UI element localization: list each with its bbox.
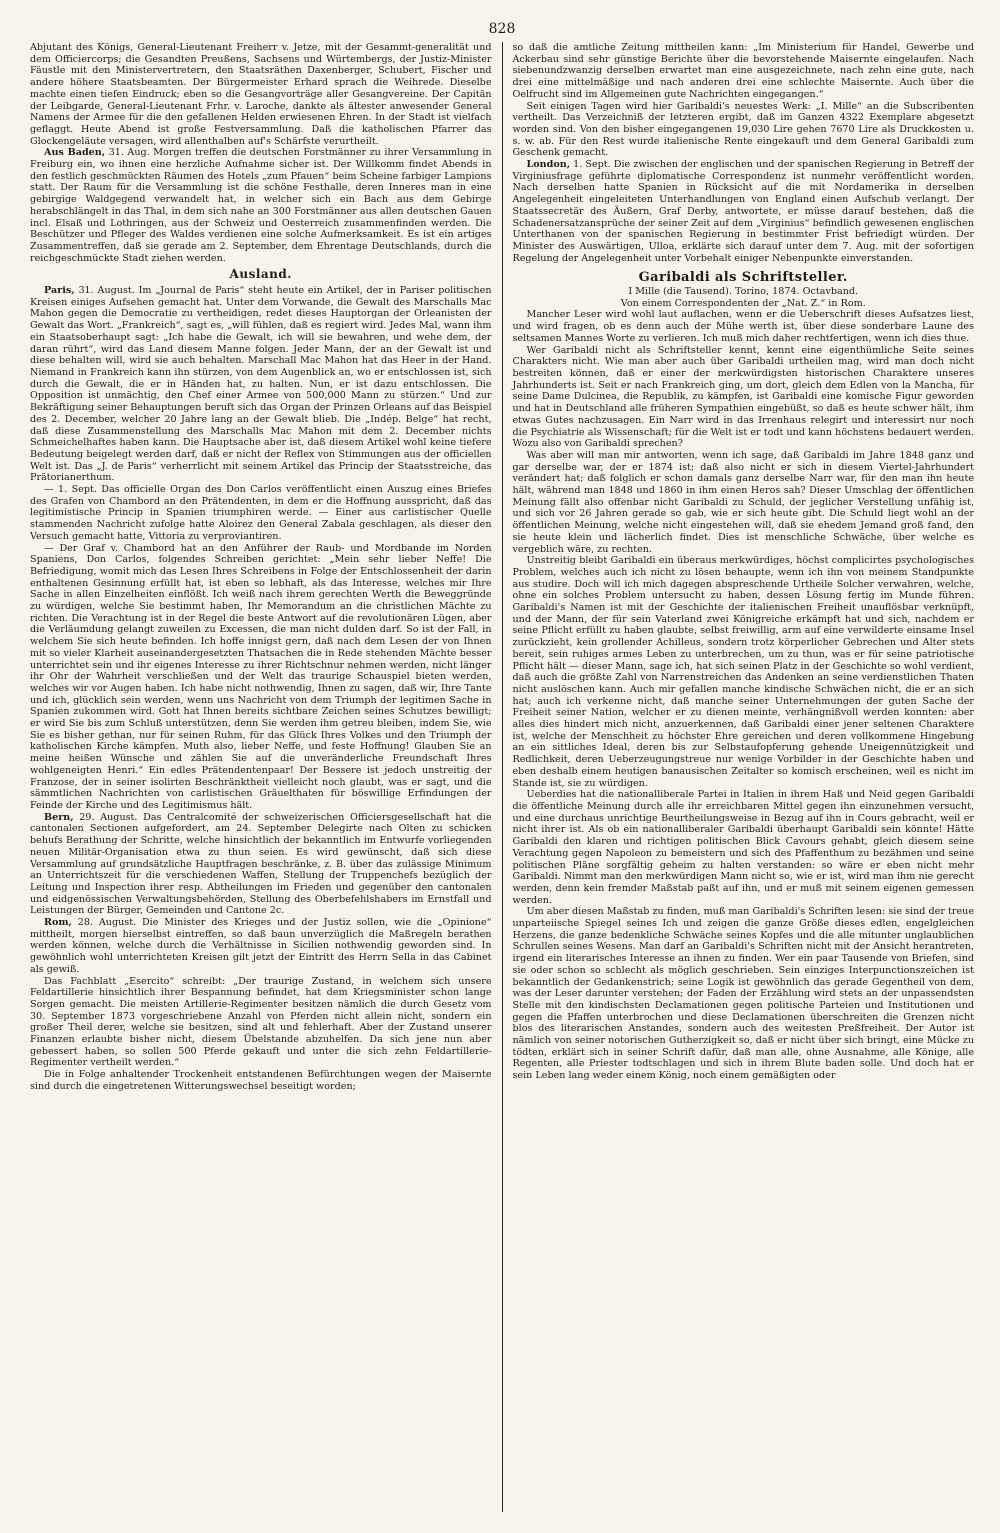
article-chambord-letter: — Der Graf v. Chambord hat an den Anführer der Raub- und Mordbande im Norden Spaniens, Don Carlos, folgendes Schreiben gerichtet: „Mein sehr lieber Neffe! Die Befriedigung, womit mich das Lesen Ihres Schreibens in Folge der Entschlossenheit der darin enthaltenen Gesinnung erfüllt hat, ist eben so lebhaft, als das Interesse, welches mir Ihre Sache in allen Einzelheiten einflößt. Ich weiß nach ihrem gerechten Werth die Beweggründe zu würdigen, welche Sie bestimmt haben, Ihr Memorandum an die christlichen Mächte zu richten. Die Verachtung ist in der Regel die beste Antwort auf die revolutionären Lügen, aber die Verläumdung gelangt zuweilen zu Excessen, die man nicht dulden darf. So ist der Fall, in welchem Sie sich heute befinden. Ich hoffe innigst gern, daß nach dem Lesen der von Ihnen mit so vieler Klarheit auseinandergesetzten Thatsachen die in Rede stehenden Mächte besser unterrichtet sein und ihr eigenes Interesse zu ihrer Richtschnur nehmen werden, nicht länger ihr Ohr der Wahrheit verschließen und der Welt das traurige Schauspiel bieten werden, welches wir vor Augen haben. Ich habe nicht nothwendig, Ihnen zu sagen, daß wir, Ihre Tante und ich, glücklich sein werden, wenn uns Nachricht von dem Triumph der legitimen Sache in Spanien zukommen wird. Gott hat Ihnen bereits sichtbare Zeichen seines Schutzes bewilligt; er wird Sie bis zum Schluß unterstützen, denn Sie werden ihm getreu bleiben, indem Sie, wie Sie es bisher gethan, nur für seinen Ruhm, für das Glück Ihres Volkes und den Triumph der katholischen Kirche kämpfen. Muth also, lieber Neffe, und feste Hoffnung! Glauben Sie an meine heißen Wünsche und zählen Sie auf die unveränderliche Freundschaft Ihres wohlgeneigten Henri.“ Ein edles Prätendentenpaar! Der Bessere ist jedoch unstreitig der Franzose, der in seiner isolirten Beschränktheit vielleicht noch glaubt, was er sagt, und die sämmtlichen Nachrichten von carlistischen Gräuelthaten für böswillige Erfindungen der Feinde der Kirche und des Legitimismus hält. xyxy=(30,542,492,811)
article-maize-harvest: Die in Folge anhaltender Trockenheit entstandenen Befürchtungen wegen der Maisernte sind durch die eingetretenen Witterungswechsel beseitigt worden; xyxy=(30,1069,492,1092)
dateline-rome: Rom, xyxy=(44,917,72,929)
article-paris-text: 31. August. Im „Journal de Paris“ steht heute ein Artikel, der in Pariser politischen Kreisen einiges Aufsehen gemacht hat. Unter dem Vorwande, die Gewalt des Marschalls Mac Mahon gegen die Democratie zu vertheidigen, redet dieses Hauptorgan der Orleanisten der Gewalt das Wort. „Frankreich“, sagt es, „will fühlen, daß es regiert wird. Jedes Mal, wann ihm ein Staatsoberhaupt sagt: „Ich habe die Gewalt, ich will sie bewahren, und wehe dem, der daran rührt“, wird das Land diesem Manne folgen. Jeder Mann, der an der Gewalt ist und diese behalten will, wird sie auch behalten. Marschall Mac Mahon hat das Heer in der Hand. Niemand in Frankreich kann ihn stürzen, von dem Augenblick an, wo er entschlossen ist, sich durch die Gewalt, die er in Händen hat, zu halten. Nun, er ist dazu entschlossen. Die Opposition ist unmächtig, den Chef einer Armee von 500,000 Mann zu stürzen.“ Und zur Bekräftigung seiner Behauptungen beruft sich das Organ der Prinzen Orleans auf das Beispiel des 2. December, welcher 20 Jahre lang an der Gewalt blieb. Die „Indép. Belge“ hat recht, daß diese Zusammenstellung des Marschalls Mac Mahon mit dem 2. December nichts Schmeichelhaftes haben kann. Die Hauptsache aber ist, daß diesem Artikel wohl keine tiefere Bedeutung beigelegt werden darf, daß er nicht der Reflex von Stimmungen aus der officiellen Welt ist. Das „J. de Paris“ verherrlicht mit seinem Artikel das Princip der Staatsstreiche, das Prätorianerthum. xyxy=(30,285,492,484)
dateline-bern: Bern, xyxy=(44,811,74,823)
feature-byline: Von einem Correspondenten der „Nat. Z.“ in Rom. xyxy=(620,297,866,309)
article-paris-carlos: — 1. Sept. Das officielle Organ des Don Carlos veröffentlicht einen Auszug eines Briefes des Grafen von Chambord an den Prätendenten, in dem er die Hoffnung ausspricht, daß das legitimistische Princip in Spanien triumphiren werde. — Einer aus carlistischer Quelle stammenden Nachricht zufolge hatte Aloirez den General Zabala geschlagen, als dieser den Versuch gemacht hatte, Vittoria zu verproviantiren. xyxy=(30,484,492,542)
left-column xyxy=(30,42,498,1512)
columns xyxy=(30,42,974,1512)
article-mille-subscribers: Seit einigen Tagen wird hier Garibaldi's neuestes Werk: „I. Mille“ an die Subscribenten vertheilt. Das Verzeichniß der letzteren ergibt, daß im Ganzen 4322 Exemplare abgesetzt worden sind. Von den bisher eingegangenen 19,030 Lire gehen 7670 Lire als Druckkosten u. s. w. ab. Für den Rest wurde italienische Rente eingekauft und dem General Garibaldi zum Geschenk gemacht. xyxy=(512,100,974,159)
feature-paragraph: Um aber diesen Maßstab zu finden, muß man Garibaldi's Schriften lesen: sie sind der treue unparteiische Spiegel seines Ich und zeigen die ganze Größe dieses edlen, engelgleichen Herzens, die ganze bedenkliche Schwäche seines Kopfes und die alle mitunter unglaublichen Schrullen seines Wesens. Man darf an Garibaldi's Schriften nicht mit der Ansicht herantreten, irgend ein literarisches Interesse an ihnen zu finden. Wer ein paar Tausende von Briefen, sind sie oder schon so schlecht als möglich geschrieben. Sein einziges Interpunctionszeichen ist bekanntlich der Gedankenstrich; seine Logik ist gewöhnlich das gerade Gegentheil von dem, was der Leser darunter verstehen; der Faden der Erzählung wird stets an der unpassendsten Stelle mit den kindischsten Declamationen gegen politische Parteien und Institutionen und gegen die Pfaffen unterbrochen und diese Declamationen überschreiten die Grenzen nicht blos des literarischen Anstandes, sondern auch des weitesten Preßfreiheit. Der Autor ist nämlich von seiner notorischen Gutherzigkeit so, daß er nicht über sich bringt, eine Mücke zu tödten, erklärt sich in seiner Schrift dafür, daß man alle, ohne Ausnahme, alle Könige, alle Regenten, alle Priester todtschlagen und sich in ihrem Blute baden solle. Und doch hat er sein Leben lang weder einem König, noch einem gemäßigten oder xyxy=(512,906,974,1082)
column-divider xyxy=(502,42,503,1512)
article-esercito: Das Fachblatt „Esercito“ schreibt: „Der traurige Zustand, in welchem sich unsere Feldartillerie hinsichtlich ihrer Bespannung befindet, hat dem Kriegsminister schon lange Sorgen gemacht. Die meisten Artillerie-Regimenter besitzen nämlich die durch Gesetz vom 30. September 1873 vorgeschriebene Anzahl von Pferden nicht allein nicht, sondern ein großer Theil derer, welche sie besitzen, sind alt und fehlerhaft. Aber der Zustand unserer Finanzen erlaubte bisher nicht, diesem Übelstande abzuhelfen. Da sich jene nun aber gebessert haben, so sollen 500 Pferde gekauft und unter die sich zehn Feldartillerie-Regimenter vertheilt werden.“ xyxy=(30,975,492,1069)
article-baden xyxy=(30,147,492,264)
article-london-text: 1. Sept. Die zwischen der englischen und der spanischen Regierung in Betreff der Virginiusfrage geführte diplomatische Correspondenz ist nunmehr veröffentlicht worden. Nach derselben hatte Spanien in Rücksicht auf die mit Nordamerika in derselben Angelegenheit eingeleiteten Unterhandlungen von England einen Aufschub verlangt. Der Staatssecretär des Äußern, Graf Derby, antwortete, er müsse darauf bestehen, daß die Schadenersatzansprüche der seiner Zeit auf dem „Virginius“ befindlich gewesenen englischen Unterthanen von der spanischen Regierung in bestimmter Frist befriedigt würden. Der Minister des Auswärtigen, Ulloa, erklärte sich darauf unter dem 7. Aug. mit der sofortigen Regelung der Angelegenheit unter Vorbehalt einiger Nebenpunkte einverstanden. xyxy=(512,159,974,264)
article-baden-text: 31. Aug. Morgen treffen die deutschen Forstmänner zu ihrer Versammlung in Freiburg ein, wo ihnen eine herzliche Aufnahme sicher ist. Der Willkomm findet Abends in den festlich geschmückten Räumen des Hotels „zum Pfauen“ beim Scheine farbiger Lampions statt. Der Raum für die Versammlung ist die schöne Festhalle, deren Inneres man in eine gebirgige Waldgegend verwandelt hat, in welcher sich ein Bach aus dem Gebirge herabschlängelt in das Thal, in dem sich nahe an 300 Forstmänner aus allen deutschen Gauen incl. Elsaß und Lothringen, aus der Schweiz und Oesterreich zusammenfinden werden. Die Beschützer und Pfleger des Waldes verdienen eine solche Aufmerksamkeit. Es ist ein artiges Zusammentreffen, daß sie gerade am 2. September, dem Ehrentage Deutschlands, durch die reichgeschmückte Stadt ziehen werden. xyxy=(30,147,492,264)
article-london xyxy=(513,159,975,264)
section-title-ausland: Ausland. xyxy=(229,267,292,282)
feature-paragraph: Mancher Leser wird wohl laut auflachen, wenn er die Ueberschrift dieses Aufsatzes liest, und wird fragen, ob es denn auch der Mühe werth ist, über diese sonderbare Laune des seltsamen Mannes Worte zu verlieren. Ich muß mich daher rechtfertigen, wenn ich dies thue. xyxy=(512,309,974,344)
dateline-paris: Paris, xyxy=(44,285,75,297)
article-paris xyxy=(30,285,492,484)
feature-paragraph: Unstreitig bleibt Garibaldi ein überaus merkwürdiges, höchst complicirtes psychologisches Problem, welches auch ich nicht zu lösen behaupte, wenn ich ihn von meinem Standpunkte aus studire. Doch will ich mich dagegen abspreschende Urtheile Solcher verwahren, welche, ohne ein solches Problem untersucht zu haben, dessen Lösung fertig im Munde führen. Garibaldi's Namen ist mit der Geschichte der italienischen Freiheit unauflösbar verknüpft, und der Mann, der für sein Vaterland zwei Königreiche erkämpft hat und sich, nachdem er seine Pflicht erfüllt zu haben glaubte, selbst freiwillig, arm auf eine verwilderte einsame Insel zurückzieht, kein grollender Achilleus, sondern trotz körperlicher Gebrechen und Alter stets bereit, sein ruhiges armes Leben zu unterbrechen, um zu thun, was er für seine patriotische Pflicht hält — dieser Mann, sage ich, hat sich seinen Platz in der Geschichte so wohl verdient, daß auch die größte Zahl von Narrenstreichen das Andenken an seine verdienstlichen Thaten nicht auslöschen kann. Auch mir gefallen manche kindische Schwächen nicht, die er an sich hat; auch ich verkenne nicht, daß manche seiner Unternehmungen der guten Sache der Freiheit seiner Nation, welcher er zu dienen meinte, verhängnißvoll werden konnten: aber alles dies hindert mich nicht, anzuerkennen, daß Garibaldi einer jener seltenen Charaktere ist, welche der Menschheit zu höchster Ehre gereichen und deren vollkommene Hingebung an ein sittliches Ideal, deren bis zur Selbstaufopferung gehende Uneigennützigkeit und Redlichkeit, deren Ueberzeugungstreue nur wenige Vorbilder in der Geschichte haben und eben deshalb einem heutigen banausischen Zeitalter so komisch erscheinen, weil es nicht im Stande ist, sie zu würdigen. xyxy=(512,555,974,789)
article-rome xyxy=(30,917,492,976)
article-bern-text: 29. August. Das Centralcomité der schweizerischen Officiersgesellschaft hat die cantonalen Sectionen aufgefordert, am 24. September Delegirte nach Olten zu schicken behufs Berathung der Schritte, welche hinsichtlich der bekanntlich im Entwurfe vorliegenden neuen Militär-Organisation etwa zu thun seien. Es wird gewünscht, daß sich diese Versammlung auf grundsätzliche Hauptfragen beschränke, z. B. über das zulässige Minimum an Unterrichtszeit für die verschiedenen Waffen, Stellung der Truppenchefs bezüglich der Leitung und Inspection ihrer resp. Abtheilungen im Frieden und gegenüber den cantonalen und eidgenössischen Verwaltungsbehörden, Stellung des Oberbefehlshabers im Ernstfall und Leistungen der Bürger, Gemeinden und Cantone 2c. xyxy=(30,811,492,917)
page-number: 828 xyxy=(488,21,516,37)
feature-paragraph: Wer Garibaldi nicht als Schriftsteller kennt, kennt eine eigenthümliche Seite seines Charakters nicht. Wie man aber auch über Garibaldi urtheilen mag, wird man doch nicht bestreiten können, daß er einer der merkwürdigsten historischen Charaktere unseres Jahrhunderts ist. Seit er nach Frankreich ging, um dort, gleich dem Edlen von la Mancha, für seine Dame Dulcinea, die Republik, zu kämpfen, ist Garibaldi eine komische Figur geworden und hat in Deutschland alle früheren Sympathien eingebüßt, so daß es heute schwer hält, ihm etwas Gutes nachzusagen. Ein Narr wird in das Irrenhaus relegirt und interessirt nur noch die Psychiatrie als Wissenschaft; für die Welt ist er todt und kann höchstens bedauert werden. Wozu also von Garibaldi sprechen? xyxy=(512,344,974,450)
right-column xyxy=(507,42,975,1512)
dateline-london: London, xyxy=(526,159,571,171)
dateline-baden: Aus Baden, xyxy=(44,147,106,159)
feature-title: Garibaldi als Schriftsteller. xyxy=(638,270,848,286)
article-maize-continued: so daß die amtliche Zeitung mittheilen kann: „Im Ministerium für Handel, Gewerbe und Ackerbau sind sehr günstige Berichte über die bevorstehende Maisernte eingelaufen. Nach siebenundzwanzig derselben erwartet man eine ausgezeichnete, nach zehn eine gute, nach drei eine mittelmäßige und nach anderen drei eine schlechte Maisernte. Auch über die Oelfrucht sind im Allgemeinen gute Nachrichten eingegangen.“ xyxy=(512,42,974,100)
feature-paragraph: Was aber will man mir antworten, wenn ich sage, daß Garibaldi im Jahre 1848 ganz und gar derselbe war, der er 1874 ist; daß also nicht er sich in diesem Viertel-Jahrhundert verändert hat; daß folglich er schon damals ganz derselbe Narr war, für den man ihn heute hält, während man 1848 und 1860 in ihm einen Heros sah? Dieser Umschlag der öffentlichen Meinung fällt also offenbar nicht Garibaldi zu Schuld, der jeglicher Verstellung unfähig ist, und sich vor 26 Jahren gerade so gab, wie er sich heute gibt. Die Schuld liegt wohl an der öffentlichen Meinung, welche nicht eingestehen will, daß sie ehedem Jemand groß fand, den sie heute klein und lächerlich findet. Dies ist menschliche Schwäche, über welche es vergeblich wäre, zu rechten. xyxy=(512,449,974,555)
feature-book-reference: I Mille (die Tausend). Torino, 1874. Octavband. xyxy=(628,286,859,298)
article-munich-ceremony: Abjutant des Königs, General-Lieutenant Freiherr v. Jetze, mit der Gesammt-generalität und dem Officiercorps; die Gesandten Preußens, Sachsens und Würtembergs, der Justiz-Minister Fäustle mit den Ministervertretern, den Staatsräthen Daxenberger, Schubert, Fischer und andere höhere Staatsbeamten. Der Bürgermeister Erhard sprach die Weihrede. Dieselbe machte einen tiefen Eindruck; eben so die Gesangvorträge aller Gesangvereine. Der Capitän der Leibgarde, General-Lieutenant Frhr. v. Laroche, dankte als ältester anwesender General Namens der Armee für die den gefallenen Helden erwiesenen Ehren. In der Stadt ist vielfach geflaggt. Heute Abend ist große Festversammlung. Daß die katholischen Pfarrer das Glockengeläute versagen, wird allenthalben auf's Schärfste verurtheilt. xyxy=(30,42,492,147)
article-rome-text: 28. August. Die Minister des Krieges und der Justiz sollen, wie die „Opinione“ mittheilt, morgen hierselbst eintreffen, so daß baun unverzüglich die Maßregeln berathen werden können, welche durch die Verhältnisse in Sicilien nothwendig geworden sind. In gewöhnlich wohl unterrichteten Kreisen gilt jetzt der Eintritt des Herrn Sella in das Cabinet als gewiß. xyxy=(30,917,492,975)
article-bern xyxy=(30,812,492,917)
feature-paragraph: Ueberdies hat die nationalliberale Partei in Italien in ihrem Haß und Neid gegen Garibaldi die öffentliche Meinung durch alle ihr erreichbaren Mittel gegen ihn einzunehmen versucht, und eine durchaus unrichtige Beurtheilungsweise in Bezug auf ihn in Cours gebracht, weil er nicht ihrer ist. Als ob ein nationalliberaler Garibaldi überhaupt Garibaldi sein könnte! Hätte Garibaldi den klaren und richtigen politischen Blick Cavours gehabt, gleich diesem seine Verachtung gegen Napoleon zu bemeistern und sich des Pfaffenthum zu bezähmen und seine politischen Pläne sorgfältig geheim zu halten verstanden: so wäre er eben nicht mehr Garibaldi. Nimmt man den merkwürdigen Mann nicht so, wie er ist, wird man ihm nie gerecht werden, denn kein fremder Maßstab paßt auf ihn, und er muß mit seinem eigenen gemessen werden. xyxy=(512,789,974,906)
